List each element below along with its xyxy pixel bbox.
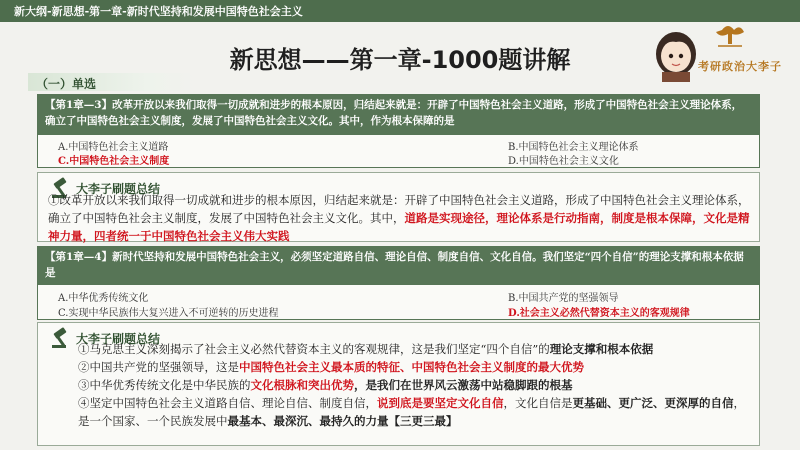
point-4-bold-2: 最基本、最深沉、最持久的力量【三更三最】 <box>227 414 458 428</box>
summary-2-point-2 <box>48 358 751 376</box>
option-c[interactable]: C.实现中华民族伟大复兴进入不可逆转的历史进程 <box>58 308 279 319</box>
summary-1-title: 大李子刷题总结 <box>76 182 161 196</box>
summary-2 <box>37 322 760 446</box>
question-2-stem <box>37 246 760 284</box>
point-3-bold: ，是我们在世界风云激荡中站稳脚跟的根基 <box>354 378 573 392</box>
point-1-text: ①马克思主义深刻揭示了社会主义必然代替资本主义的客观规律，这是我们坚定“四个自信”的 <box>78 342 550 356</box>
option-b[interactable]: B.中国特色社会主义理论体系 <box>508 142 639 153</box>
section-label <box>28 73 198 91</box>
summary-1-highlight: 道路是实现途径，理论体系是行动指南，制度是根本保障，文化是精神力量，四者统一于中国特色社会主义伟大实践 <box>48 211 750 243</box>
summary-2-title: 大李子刷题总结 <box>76 332 161 346</box>
option-c-correct[interactable]: C.中国特色社会主义制度 <box>58 156 170 167</box>
option-d[interactable]: D.中国特色社会主义文化 <box>508 156 619 167</box>
summary-2-point-3 <box>48 376 751 394</box>
page-title: 新思想——第一章-1000题讲解 <box>229 46 571 74</box>
option-d-correct[interactable]: D.社会主义必然代替资本主义的客观规律 <box>508 308 690 319</box>
point-4-text-2: ，文化自信是 <box>503 396 573 410</box>
option-a[interactable]: A.中华优秀传统文化 <box>58 293 149 304</box>
summary-1 <box>37 172 760 242</box>
summary-2-body <box>48 340 751 430</box>
point-1-bold: 理论支撑和根本依据 <box>549 342 654 356</box>
summary-1-text: ①改革开放以来我们取得一切成就和进步的根本原因，归结起来就是：开辟了中国特色社会主义道路，形成了中国特色社会主义理论体系，确立了中国特色社会主义制度，发展了中国特色社会主义文化。其中， <box>48 193 750 225</box>
section-label-text: （一）单选 <box>36 77 97 91</box>
summary-2-point-1 <box>48 340 751 358</box>
point-2-text: ②中国共产党的坚强领导，这是 <box>78 360 239 374</box>
summary-2-point-4 <box>48 394 751 430</box>
point-4-text-3: ，是一个国家、一个民族发展中 <box>78 396 745 428</box>
breadcrumb: 新大纲-新思想-第一章-新时代坚持和发展中国特色社会主义 <box>14 5 303 18</box>
summary-1-body <box>48 191 751 245</box>
question-2-options <box>37 284 760 320</box>
question-1-text: 【第1章—3】改革开放以来我们取得一切成就和进步的根本原因，归结起来就是：开辟了中国特色社会主义道路，形成了中国特色社会主义理论体系，确立了中国特色社会主义制度，发展了中国特色社会主义文化。其中，作为根本保障的是 <box>45 99 743 127</box>
point-4-text-1: ④坚定中国特色社会主义道路自信、理论自信、制度自信， <box>78 396 377 410</box>
point-3-text: ③中华优秀传统文化是中华民族的 <box>78 378 251 392</box>
point-2-highlight: 中国特色社会主义最本质的特征、中国特色社会主义制度的最大优势 <box>239 360 584 374</box>
question-2-text: 【第1章—4】新时代坚持和发展中国特色社会主义，必须坚定道路自信、理论自信、制度自信、文化自信。我们坚定“四个自信”的理论支撑和根本依据是 <box>45 251 744 279</box>
point-4-highlight: 说到底是要坚定文化自信 <box>377 396 504 410</box>
point-4-bold-1: 更基础、更广泛、更深厚的自信 <box>572 396 734 410</box>
point-3-highlight: 文化根脉和突出优势 <box>250 378 354 392</box>
option-b[interactable]: B.中国共产党的坚强领导 <box>508 293 619 304</box>
logo-text: 考研政治大李子 <box>698 60 782 73</box>
question-1-options <box>37 134 760 168</box>
question-1-stem <box>37 94 760 134</box>
top-bar <box>0 0 800 22</box>
option-a[interactable]: A.中国特色社会主义道路 <box>58 142 169 153</box>
